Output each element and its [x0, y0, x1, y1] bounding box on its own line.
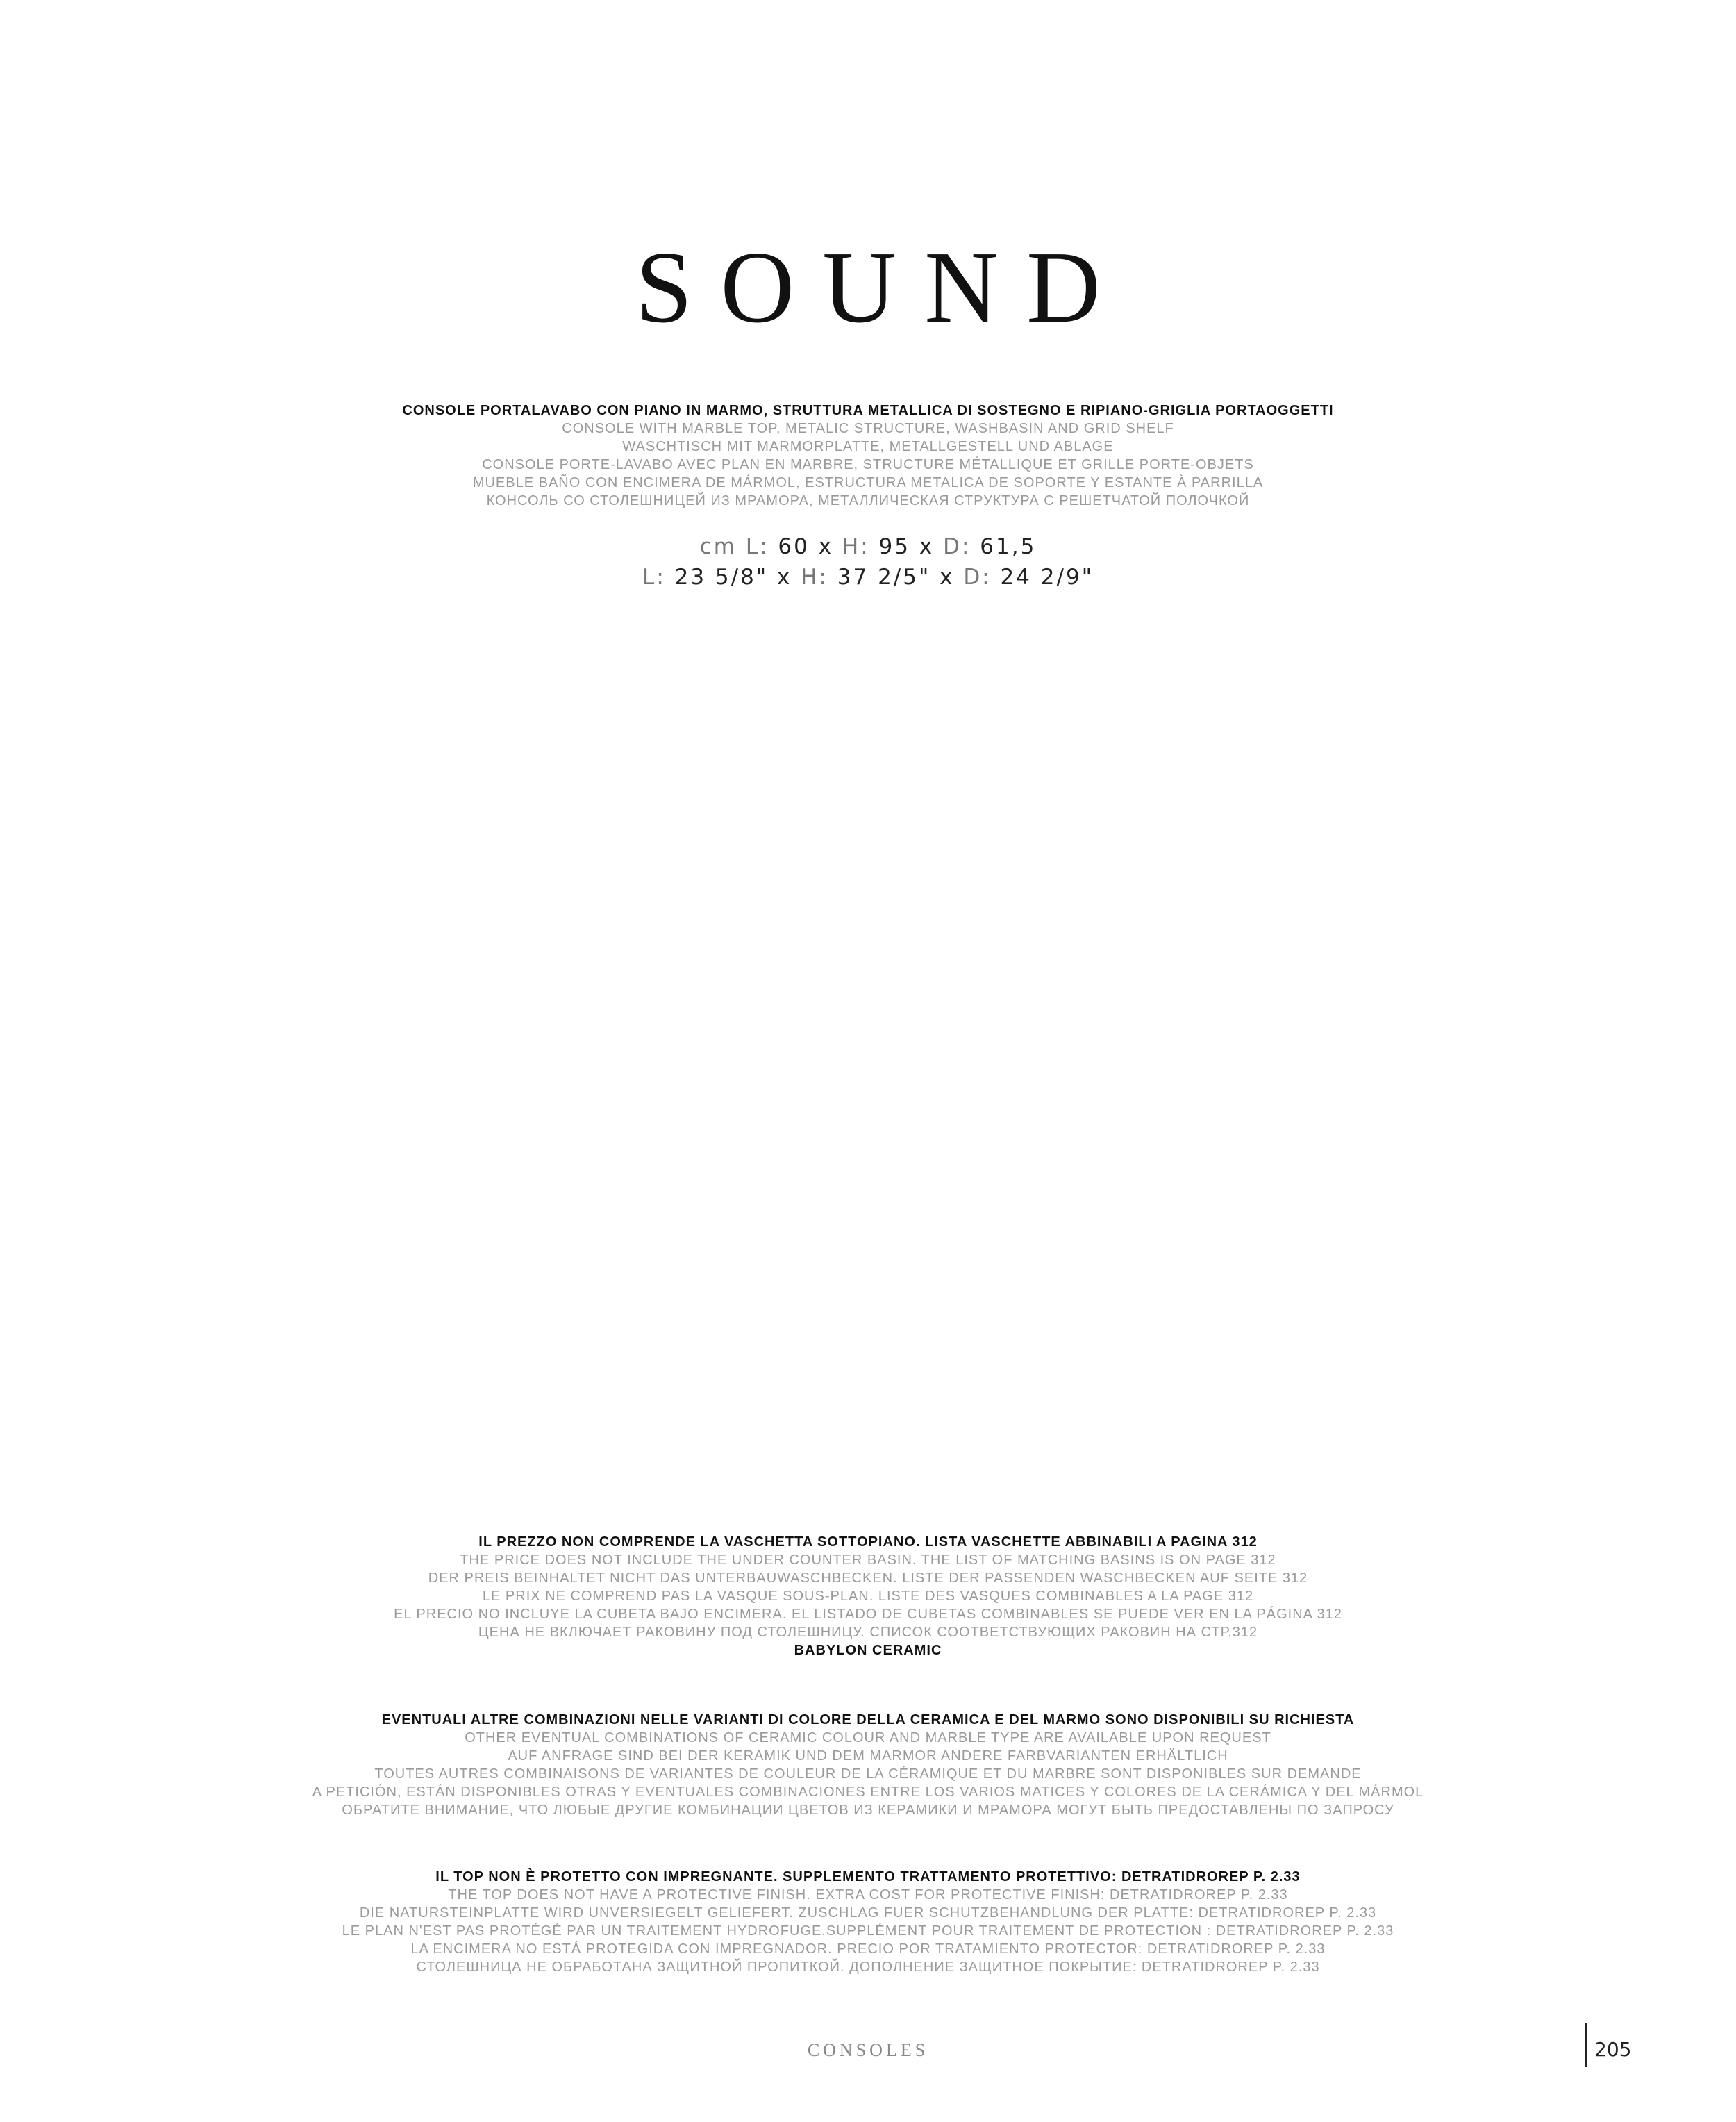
height-value: 37 2/5" — [837, 565, 931, 590]
price-note-line: ЦЕНА НЕ ВКЛЮЧАЕТ РАКОВИНУ ПОД СТОЛЕШНИЦУ. СПИСОК СООТВЕТСТВУЮЩИХ РАКОВИН НА СТР.312 — [478, 1625, 1258, 1640]
price-note-main: IL PREZZO NON COMPRENDE LA VASCHETTA SOTTOPIANO. LISTA VASCHETTE ABBINABILI A PAGINA 312 — [478, 1534, 1258, 1550]
times-sign: x — [940, 565, 955, 590]
depth-value: 24 2/9" — [1000, 565, 1094, 590]
top-note-line: LA ENCIMERA NO ESTÁ PROTEGIDA CON IMPREGNADOR. PRECIO POR TRATAMIENTO PROTECTOR: DETRATIDROREP P. 2.33 — [410, 1941, 1326, 1957]
combinations-note-line: OTHER EVENTUAL COMBINATIONS OF CERAMIC COLOUR AND MARBLE TYPE ARE AVAILABLE UPON REQUEST — [465, 1730, 1271, 1746]
times-sign: x — [818, 534, 834, 559]
depth-label: D: — [963, 565, 992, 590]
price-note-block — [0, 1533, 1736, 1659]
price-note-line: DER PREIS BEINHALTET NICHT DAS UNTERBAUWASCHBECKEN. LISTE DER PASSENDEN WASCHBECKEN AUF SEITE 312 — [428, 1570, 1308, 1586]
combinations-note-line: AUF ANFRAGE SIND BEI DER KERAMIK UND DEM MARMOR ANDERE FARBVARIANTEN ERHÄLTLICH — [508, 1748, 1228, 1764]
combinations-note-line: A PETICIÓN, ESTÁN DISPONIBLES OTRAS Y EVENTUALES COMBINACIONES ENTRE LOS VARIOS MATICES Y COLORES DE LA CERÁMICA Y DEL MÁRMOL — [312, 1784, 1424, 1800]
depth-value: 61,5 — [980, 534, 1037, 559]
description-line: MUEBLE BAÑO CON ENCIMERA DE MÁRMOL, ESTRUCTURA METALICA DE SOPORTE Y ESTANTE À PARRILLA — [472, 475, 1264, 490]
page-title: SOUND — [635, 231, 1128, 345]
height-label: H: — [842, 534, 870, 559]
top-note-block — [0, 1868, 1736, 1976]
section-label: CONSOLES — [807, 2040, 929, 2060]
combinations-note-line: TOUTES AUTRES COMBINAISONS DE VARIANTES DE COULEUR DE LA CÉRAMIQUE ET DU MARBRE SONT DISPONIBLES SUR DEMANDE — [374, 1766, 1362, 1782]
top-note-line: LE PLAN N'EST PAS PROTÉGÉ PAR UN TRAITEMENT HYDROFUGE.SUPPLÉMENT POUR TRAITEMENT DE PROTECTION : DETRATIDROREP P. 2.33 — [342, 1923, 1394, 1939]
times-sign: x — [919, 534, 935, 559]
description-block — [0, 401, 1736, 510]
top-note-line: СТОЛЕШНИЦА НЕ ОБРАБОТАНА ЗАЩИТНОЙ ПРОПИТКОЙ. ДОПОЛНЕНИЕ ЗАЩИТНОЕ ПОКРЫТИЕ: DETRATIDROREP P. 2.33 — [416, 1959, 1320, 1975]
depth-label: D: — [943, 534, 971, 559]
times-sign: x — [776, 565, 792, 590]
price-note-line: THE PRICE DOES NOT INCLUDE THE UNDER COUNTER BASIN. THE LIST OF MATCHING BASINS IS ON PAGE 312 — [460, 1552, 1276, 1568]
length-label: L: — [745, 534, 769, 559]
height-label: H: — [801, 565, 828, 590]
description-line: CONSOLE PORTE-LAVABO AVEC PLAN EN MARBRE, STRUCTURE MÉTALLIQUE ET GRILLE PORTE-OBJETS — [482, 457, 1254, 472]
brand-name: BABYLON CERAMIC — [794, 1643, 942, 1658]
top-note-line: THE TOP DOES NOT HAVE A PROTECTIVE FINISH. EXTRA COST FOR PROTECTIVE FINISH: DETRATIDROREP P. 2.33 — [448, 1887, 1288, 1903]
top-note-main: IL TOP NON È PROTETTO CON IMPREGNANTE. SUPPLEMENTO TRATTAMENTO PROTETTIVO: DETRATIDROREP P. 2.33 — [435, 1869, 1301, 1884]
description-line: WASCHTISCH MIT MARMORPLATTE, METALLGESTELL UND ABLAGE — [622, 439, 1114, 454]
dimensions-inch — [0, 562, 1736, 592]
height-value: 95 — [878, 534, 910, 559]
dimensions-block — [0, 531, 1736, 592]
description-line: CONSOLE WITH MARBLE TOP, METALIC STRUCTURE, WASHBASIN AND GRID SHELF — [562, 421, 1174, 436]
price-note-line: EL PRECIO NO INCLUYE LA CUBETA BAJO ENCIMERA. EL LISTADO DE CUBETAS COMBINABLES SE PUEDE VER EN LA PÁGINA 312 — [394, 1607, 1342, 1622]
price-note-line: LE PRIX NE COMPREND PAS LA VASQUE SOUS-PLAN. LISTE DES VASQUES COMBINABLES A LA PAGE 312 — [482, 1589, 1254, 1604]
combinations-note-main: EVENTUALI ALTRE COMBINAZIONI NELLE VARIANTI DI COLORE DELLA CERAMICA E DEL MARMO SONO DISPONIBILI SU RICHIESTA — [381, 1712, 1355, 1727]
length-value: 60 — [778, 534, 810, 559]
length-value: 23 5/8" — [674, 565, 769, 590]
combinations-note-block — [0, 1711, 1736, 1819]
page-number-divider — [1585, 2023, 1587, 2067]
page-number: 205 — [1594, 2038, 1632, 2061]
description-line: КОНСОЛЬ СО СТОЛЕШНИЦЕЙ ИЗ МРАМОРА, МЕТАЛЛИЧЕСКАЯ СТРУКТУРА С РЕШЕТЧАТОЙ ПОЛОЧКОЙ — [486, 493, 1250, 508]
cm-prefix: cm — [699, 534, 737, 559]
combinations-note-line: ОБРАТИТЕ ВНИМАНИЕ, ЧТО ЛЮБЫЕ ДРУГИЕ КОМБИНАЦИИ ЦВЕТОВ ИЗ КЕРАМИКИ И МРАМОРА МОГУТ БЫТЬ ПРЕДОСТАВЛЕНЫ ПО ЗАПРОСУ — [342, 1802, 1394, 1818]
length-label: L: — [642, 565, 666, 590]
description-main: CONSOLE PORTALAVABO CON PIANO IN MARMO, STRUTTURA METALLICA DI SOSTEGNO E RIPIANO-GRIGLIA PORTAOGGETTI — [402, 403, 1334, 418]
top-note-line: DIE NATURSTEINPLATTE WIRD UNVERSIEGELT GELIEFERT. ZUSCHLAG FUER SCHUTZBEHANDLUNG DER PLATTE: DETRATIDROREP P. 2.33 — [359, 1905, 1377, 1921]
dimensions-cm — [0, 531, 1736, 562]
